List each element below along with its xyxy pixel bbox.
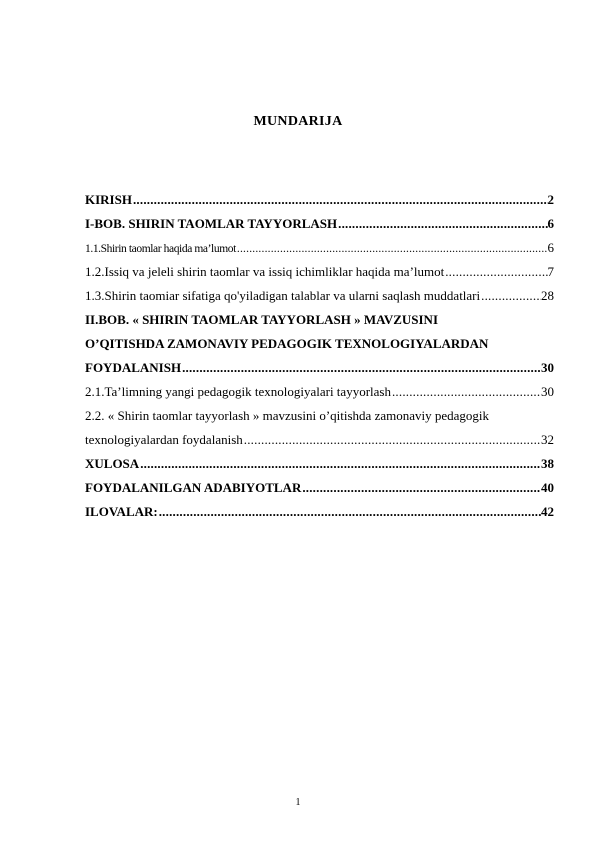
- dot-leader: [337, 212, 547, 236]
- toc-entry-page: 30: [541, 360, 554, 375]
- dot-leader: [139, 452, 541, 476]
- toc-entry-page: 28: [541, 288, 554, 303]
- toc-entry-page: 6: [547, 240, 554, 255]
- dot-leader: [158, 500, 541, 524]
- toc-entry-page: 42: [541, 504, 554, 519]
- page-number: 1: [295, 797, 301, 808]
- dot-leader: [236, 237, 548, 260]
- toc-entry-chapter-2[interactable]: [85, 308, 554, 380]
- toc-entry-title: texnologiyalardan foydalanish: [85, 432, 243, 447]
- dot-leader: [480, 284, 541, 308]
- toc-entry-title: FOYDALANISH: [85, 360, 182, 375]
- toc-entry-title-line: O’QITISHDA ZAMONAVIY PEDAGOGIK TEXNOLOGIYALARDAN: [85, 336, 489, 351]
- toc-entry-2-2[interactable]: [85, 404, 554, 452]
- dot-leader: [391, 380, 541, 404]
- toc-entry-title: I-BOB. SHIRIN TAOMLAR TAYYORLASH: [85, 216, 338, 231]
- toc-entry-kirish[interactable]: [85, 188, 554, 212]
- toc-entry-title: 2.1.Ta’limning yangi pedagogik texnologiyalari tayyorlash: [85, 384, 391, 399]
- toc-entry-title: 1.3.Shirin taomiar sifatiga qo'yiladigan talablar va ularni saqlash muddatlari: [85, 288, 481, 303]
- toc-entry-page: 30: [541, 384, 554, 399]
- toc-entry-page: 40: [541, 480, 554, 495]
- toc-entry-xulosa[interactable]: [85, 452, 554, 476]
- dot-leader: [301, 476, 541, 500]
- toc-entry-title-line: 2.2. « Shirin taomlar tayyorlash » mavzusini o’qitishda zamonaviy pedagogik: [85, 408, 490, 423]
- toc-entry-appendices[interactable]: [85, 500, 554, 524]
- toc-entry-title: 1.1.Shirin taomlar haqida ma’lumot: [85, 243, 236, 255]
- toc-entry-page: 6: [547, 216, 554, 231]
- toc-entry-title-line: II.BOB. « SHIRIN TAOMLAR TAYYORLASH » MAVZUSINI: [85, 312, 439, 327]
- toc-entry-page: 2: [547, 192, 554, 207]
- toc-entry-2-1[interactable]: [85, 380, 554, 404]
- toc-entry-title: XULOSA: [85, 456, 140, 471]
- toc-entry-1-3[interactable]: [85, 284, 554, 308]
- dot-leader: [181, 356, 541, 380]
- dot-leader: [243, 428, 541, 452]
- dot-leader: [444, 260, 547, 284]
- table-of-contents: [85, 188, 554, 524]
- toc-entry-title: 1.2.Issiq va jeleli shirin taomlar va issiq ichimliklar haqida ma’lumot: [85, 264, 445, 279]
- page-title: MUNDARIJA: [253, 114, 343, 129]
- toc-entry-1-2[interactable]: [85, 260, 554, 284]
- toc-entry-page: 7: [547, 264, 554, 279]
- toc-entry-1-1[interactable]: [85, 236, 554, 260]
- toc-entry-chapter-1[interactable]: [85, 212, 554, 236]
- toc-entry-title: FOYDALANILGAN ADABIYOTLAR: [85, 480, 302, 495]
- toc-entry-page: 32: [541, 432, 554, 447]
- toc-entry-title: KIRISH: [85, 192, 132, 207]
- dot-leader: [132, 188, 548, 212]
- toc-entry-bibliography[interactable]: [85, 476, 554, 500]
- toc-entry-page: 38: [541, 456, 554, 471]
- toc-entry-title: ILOVALAR:: [85, 504, 158, 519]
